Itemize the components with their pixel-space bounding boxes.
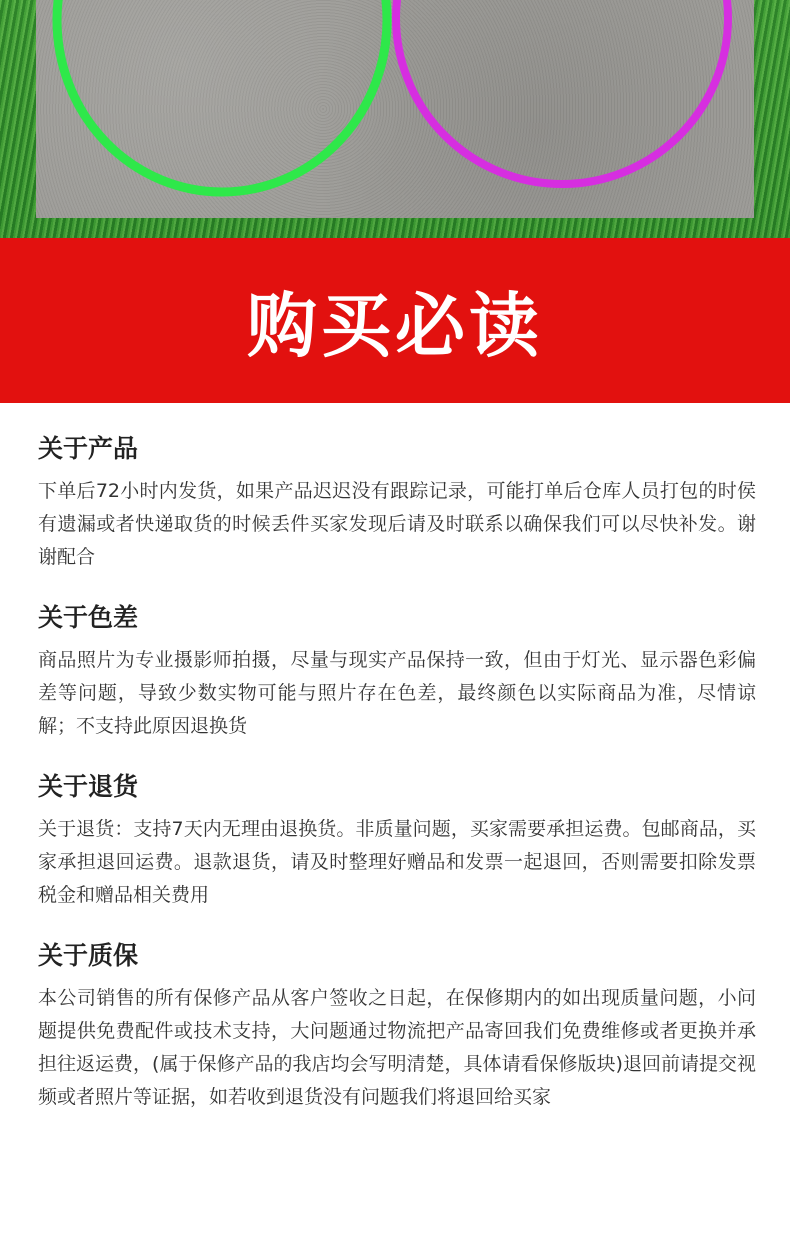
section-body: 下单后72小时内发货，如果产品迟迟没有跟踪记录，可能打单后仓库人员打包的时侯有遗漏或者快递取货的时候丢件买家发现后请及时联系以确保我们可以尽快补发。谢谢配合: [38, 480, 756, 568]
section-body: 关于退货：支持7天内无理由退换货。非质量问题，买家需要承担运费。包邮商品，买家承担退回运费。退款退货，请及时整理好赠品和发票一起退回，否则需要扣除发票税金和赠品相关费用: [38, 818, 756, 906]
banner-title: 购买必读: [247, 285, 543, 367]
purple-hoop-icon: [396, 0, 728, 184]
section-product: [38, 431, 756, 574]
green-hoop-icon: [57, 0, 387, 192]
product-photo: [0, 0, 790, 238]
section-warranty: [38, 938, 756, 1114]
section-color-difference: [38, 600, 756, 743]
section-returns: [38, 769, 756, 912]
hoop-illustration: [0, 0, 790, 238]
section-title: 关于退货: [38, 772, 139, 801]
section-title: 关于质保: [38, 941, 139, 970]
section-body: 本公司销售的所有保修产品从客户签收之日起，在保修期内的如出现质量问题，小问题提供免费配件或技术支持，大问题通过物流把产品寄回我们免费维修或者更换并承担往返运费，(属于保修产品的我店均会写明清楚，具体请看保修版块)退回前请提交视频或者照片等证据，如若收到退货没有问题我们将退回给买家: [38, 987, 756, 1108]
section-body: 商品照片为专业摄影师拍摄，尽量与现实产品保持一致，但由于灯光、显示器色彩偏差等问题，导致少数实物可能与照片存在色差，最终颜色以实际商品为准，尽情谅解；不支持此原因退换货: [38, 649, 756, 737]
banner: [0, 238, 790, 403]
section-title: 关于色差: [38, 603, 139, 632]
notice-content: [0, 403, 790, 1114]
section-title: 关于产品: [38, 434, 139, 463]
